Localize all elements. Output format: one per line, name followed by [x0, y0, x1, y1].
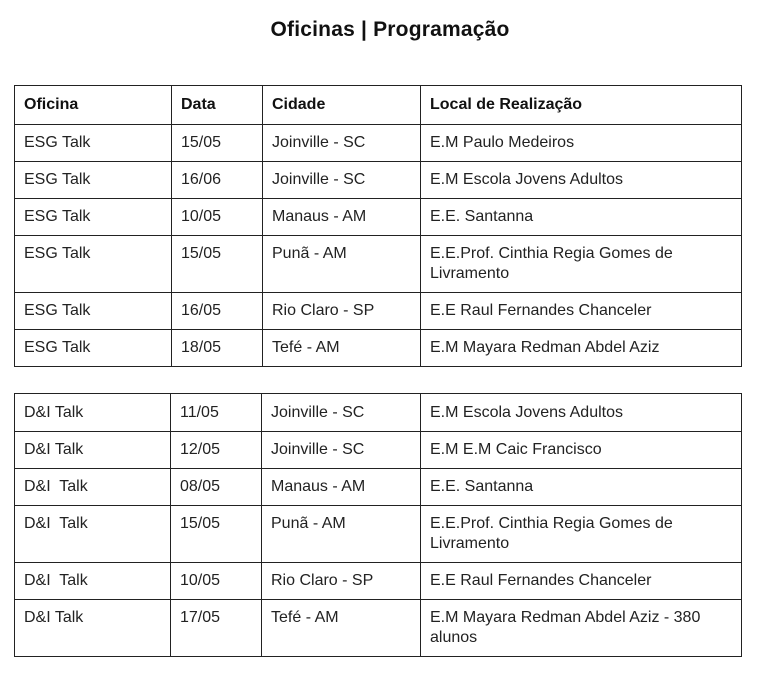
- header-local: Local de Realização: [421, 86, 742, 125]
- table-row: [15, 469, 742, 506]
- table-row: [15, 293, 742, 330]
- cell-local: E.M Mayara Redman Abdel Aziz: [421, 330, 742, 367]
- table-row: [15, 600, 742, 657]
- cell-oficina: ESG Talk: [15, 162, 172, 199]
- cell-data: 11/05: [171, 394, 262, 432]
- header-cidade: Cidade: [263, 86, 421, 125]
- table-row: [15, 563, 742, 600]
- table-row: [15, 394, 742, 432]
- cell-oficina: D&I Talk: [15, 432, 171, 469]
- cell-local: E.E. Santanna: [421, 469, 742, 506]
- cell-cidade: Rio Claro - SP: [262, 563, 421, 600]
- table-row: [15, 330, 742, 367]
- table-row: [15, 236, 742, 293]
- cell-local: E.M Escola Jovens Adultos: [421, 162, 742, 199]
- page-title: Oficinas | Programação: [270, 18, 510, 41]
- table-row: [15, 432, 742, 469]
- cell-oficina: ESG Talk: [15, 293, 172, 330]
- cell-oficina: ESG Talk: [15, 199, 172, 236]
- cell-cidade: Joinville - SC: [262, 394, 421, 432]
- cell-local: E.E.Prof. Cinthia Regia Gomes de Livramento: [421, 236, 742, 293]
- cell-oficina: ESG Talk: [15, 330, 172, 367]
- cell-cidade: Joinville - SC: [262, 432, 421, 469]
- cell-local: E.M E.M Caic Francisco: [421, 432, 742, 469]
- di-schedule-table: [14, 393, 742, 657]
- cell-cidade: Tefé - AM: [263, 330, 421, 367]
- header-oficina: Oficina: [15, 86, 172, 125]
- cell-cidade: Tefé - AM: [262, 600, 421, 657]
- cell-data: 17/05: [171, 600, 262, 657]
- cell-data: 10/05: [172, 199, 263, 236]
- cell-cidade: Manaus - AM: [263, 199, 421, 236]
- cell-data: 16/05: [172, 293, 263, 330]
- cell-local: E.E. Santanna: [421, 199, 742, 236]
- cell-local: E.E.Prof. Cinthia Regia Gomes de Livramento: [421, 506, 742, 563]
- header-data: Data: [172, 86, 263, 125]
- table-header-row: [15, 86, 742, 125]
- cell-oficina: ESG Talk: [15, 236, 172, 293]
- cell-cidade: Joinville - SC: [263, 162, 421, 199]
- cell-data: 12/05: [171, 432, 262, 469]
- cell-local: E.M Paulo Medeiros: [421, 125, 742, 162]
- cell-data: 18/05: [172, 330, 263, 367]
- cell-data: 08/05: [171, 469, 262, 506]
- cell-oficina: D&I Talk: [15, 506, 171, 563]
- cell-oficina: ESG Talk: [15, 125, 172, 162]
- cell-data: 16/06: [172, 162, 263, 199]
- cell-cidade: Joinville - SC: [263, 125, 421, 162]
- cell-data: 15/05: [172, 236, 263, 293]
- cell-local: E.M Mayara Redman Abdel Aziz - 380 alunos: [421, 600, 742, 657]
- cell-data: 10/05: [171, 563, 262, 600]
- cell-local: E.E Raul Fernandes Chanceler: [421, 293, 742, 330]
- cell-oficina: D&I Talk: [15, 600, 171, 657]
- table-row: [15, 125, 742, 162]
- cell-cidade: Rio Claro - SP: [263, 293, 421, 330]
- cell-oficina: D&I Talk: [15, 469, 171, 506]
- table-row: [15, 162, 742, 199]
- cell-cidade: Manaus - AM: [262, 469, 421, 506]
- cell-data: 15/05: [171, 506, 262, 563]
- cell-cidade: Punã - AM: [263, 236, 421, 293]
- cell-oficina: D&I Talk: [15, 563, 171, 600]
- cell-local: E.E Raul Fernandes Chanceler: [421, 563, 742, 600]
- table-row: [15, 199, 742, 236]
- cell-local: E.M Escola Jovens Adultos: [421, 394, 742, 432]
- table-row: [15, 506, 742, 563]
- esg-schedule-table: [14, 85, 742, 367]
- cell-data: 15/05: [172, 125, 263, 162]
- cell-oficina: D&I Talk: [15, 394, 171, 432]
- cell-cidade: Punã - AM: [262, 506, 421, 563]
